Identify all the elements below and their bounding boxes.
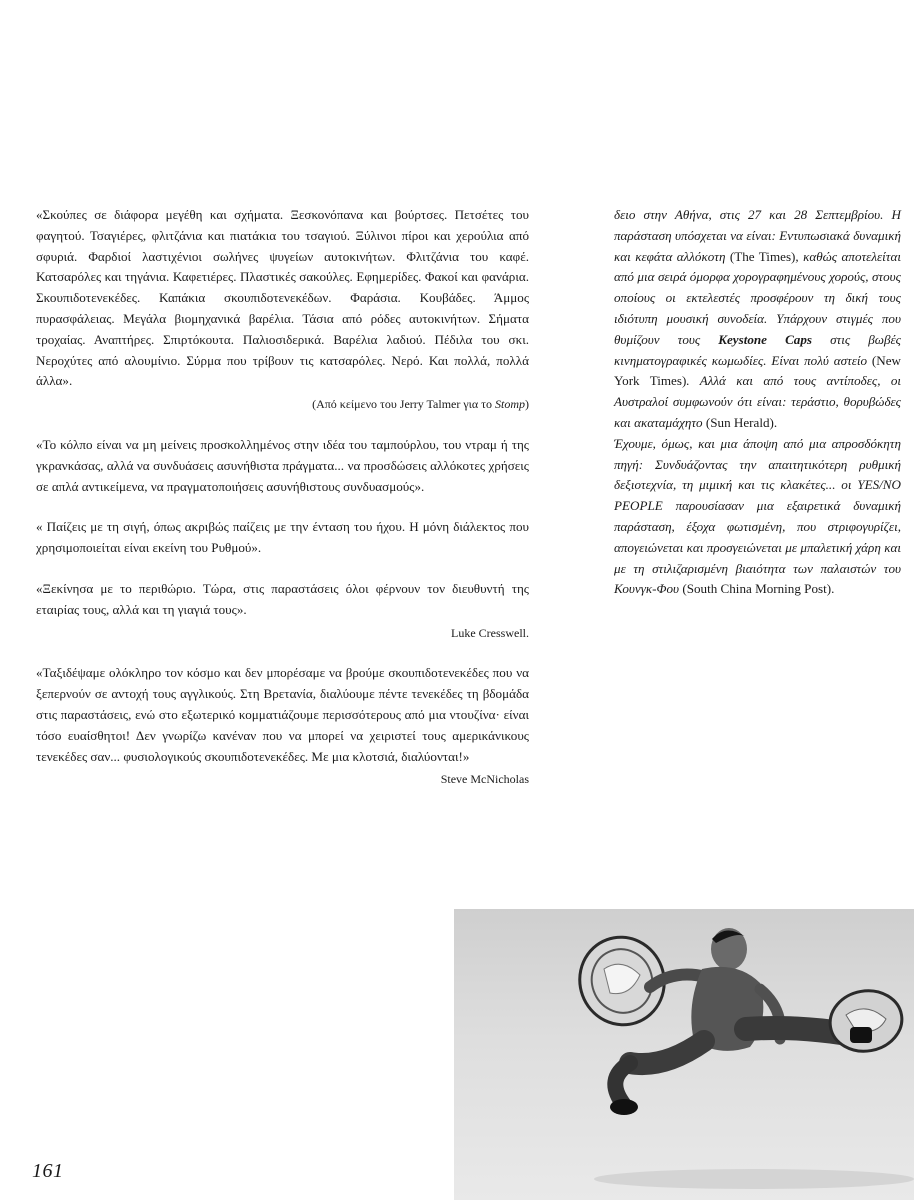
quote-attribution-cresswell: Luke Cresswell. [451,625,529,640]
quote-drum-trick: «Το κόλπο είναι να μη μείνεις προσκολλημένος στην ιδέα του ταμπούρλου, του ντραμ ή της γκρανκάσας, αλλά να συνδυάσεις ασυνήθιστα πράγματα... να προσδώσεις αλλόκοτες χρήσεις σε απλά αντικείμενα, να πραγματοποιήσεις ασυνήθιστους συνδυασμούς». [36,436,529,494]
dancer-with-trash-can-lids-photo [454,909,914,1200]
quotes-column [36,205,529,790]
quote-objects-list: «Σκούπες σε διάφορα μεγέθη και σχήματα. Ξεσκονόπανα και βούρτσες. Πετσέτες του φαγητού. Τσαγιέρες, φλιτζάνια και πιατάκια του τσαγιού. Ξύλινοι πίροι και χερούλια από σφυριά. Φαρδιοί λαστιχένιοι σωλήνες ψυγείων αυτοκινήτων. Φλιτζάνια του καφέ. Κατσαρόλες και τηγάνια. Καφετιέρες. Πλαστικές σακούλες. Εφημερίδες. Φακοί και φανάρια. Σκουπιδοτενεκέδες. Καπάκια σκουπιδοτενεκέδων. Φαράσια. Κουβάδες. Άμμος πυρασφάλειας. Μεγάλα βιομηχανικά βαρέλια. Τάσια από ρόδες αυτοκινήτων. Σήματα τροχαίας. Αναπτήρες. Σπιρτόκουτα. Παλιοσιδερικά. Βαρέλια λαδιού. Πέδιλα του σκι. Νεροχύτες από αλουμίνιο. Σύρμα που τρίβουν τις κατσαρόλες. Νερό. Και πολλά, πολλά άλλα». [36,207,529,389]
quote-margins: «Ξεκίνησα με το περιθώριο. Τώρα, στις παραστάσεις όλοι φέρνουν τον διευθυντή της εταιρίας τους, αλλά και τη γιαγιά τους». [36,580,529,617]
quote-attribution-talmer: (Από κείμενο του Jerry Talmer για το Stomp) [312,397,529,412]
reviews-paragraph-2: Έχουμε, όμως, και μια άποψη από μια απροσδόκητη πηγή: Συνδυάζοντας την απαιτητικότερη ρυθμική δεξιοτεχνία, τη μιμική και τις κλακέτες... οι YES/NO PEOPLE παρουσίασαν μια εξαιρετικά δυναμική παράσταση, έξοχα φωτισμένη, που στριφογυρίζει, απογειώνεται και προσγειώνεται με μπαλετική χάρη και με τη στιλιζαρισμένη βιαιότητα των παλαιστών του Κουνγκ-Φου (South China Morning Post). [614,435,901,597]
reviews-column [614,205,901,600]
page-number: 161 [32,1160,64,1182]
dancer-illustration [454,909,914,1200]
quote-silence-rhythm: « Παίζεις με τη σιγή, όπως ακριβώς παίζεις με την ένταση του ήχου. Η μόνη διάλεκτος που χρησιμοποιείται είναι εκείνη του Ρυθμού». [36,519,529,556]
quote-attribution-mcnicholas: Steve McNicholas [440,772,529,787]
quote-trash-cans: «Ταξιδέψαμε ολόκληρο τον κόσμο και δεν μπορέσαμε να βρούμε σκουπιδοτενεκέδες που να ξεπερνούν σε αντοχή τους αγγλικούς. Στη Βρετανία, διαλύουμε πέντε τενεκέδες τη βδομάδα στις παραστάσεις, ενώ στο εξωτερικό κομματιάζουμε περισσότερους από μια ντουζίνα· είναι τόσο ευαίσθητοι! Δεν γνωρίζω κανέναν που να μπορεί να χειριστεί τους αμερικάνικους τενεκέδες σαν... φυσιολογικούς σκουπιδοτενεκέδες. Με μια κλοτσιά, διαλύονται!» [36,665,529,764]
reviews-paragraph-1: δειο στην Αθήνα, στις 27 και 28 Σεπτεμβρίου. Η παράσταση υπόσχεται να είναι: Εντυπωσιακά δυναμική και κεφάτα αλλόκοτη (The Times), καθώς αποτελείται από μια σειρά όμορφα χορογραφημένους χορούς, στους οποίους οι εκτελεστές προσφέρουν τη δική τους ιδιότυπη μουσική συνοδεία. Υπάρχουν στιγμές που θυμίζουν τους Keystone Caps στις βωβές κινηματογραφικές κωμωδίες. Είναι πολύ αστείο (New York Times). Αλλά και από τους αντίποδες, οι Αυστραλοί συμφωνούν ότι είναι: τεράστιο, θορυβώδες και ακαταμάχητο (Sun Herald). [614,207,902,430]
